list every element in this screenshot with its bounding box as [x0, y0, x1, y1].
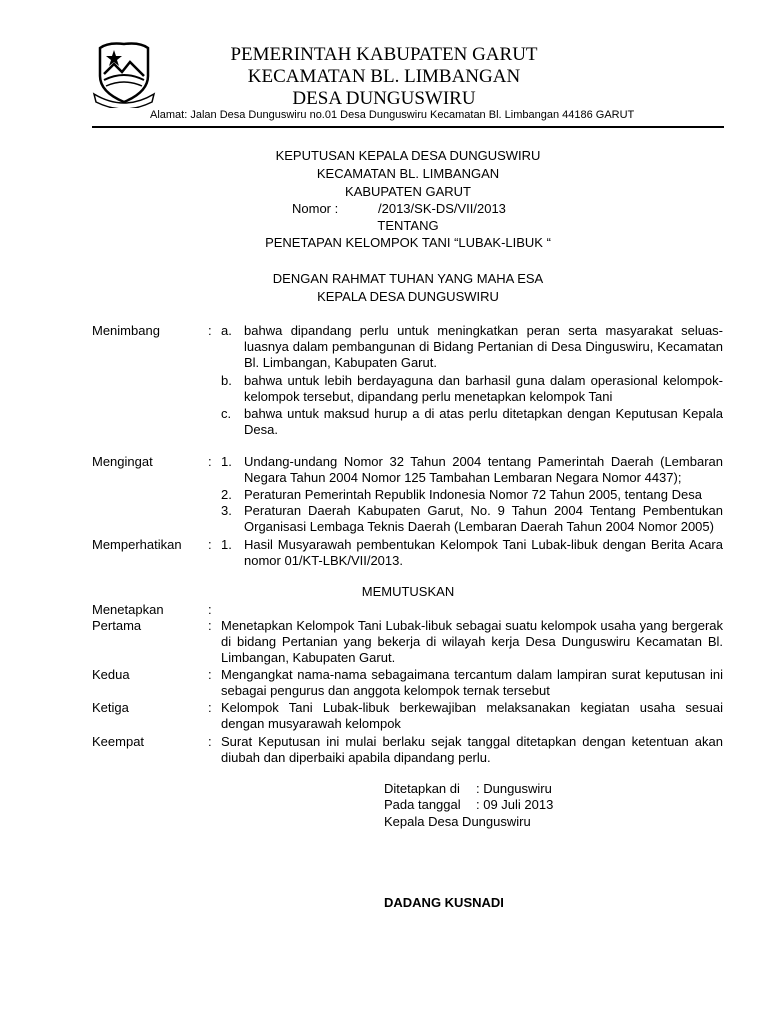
memperhatikan-marker-1: 1.	[221, 537, 232, 552]
letterhead-address: Alamat: Jalan Desa Dunguswiru no.01 Desa Dunguswiru Kecamatan Bl. Limbangan 44186 GARUT	[150, 109, 635, 121]
letterhead-line-1: PEMERINTAH KABUPATEN GARUT	[230, 44, 538, 65]
mengingat-label: Mengingat	[92, 454, 153, 469]
mengingat-colon: :	[208, 454, 212, 469]
menetapkan-label: Menetapkan	[92, 602, 164, 617]
tentang-heading: TENTANG	[377, 218, 439, 233]
decision-text-ketiga: Kelompok Tani Lubak-libuk berkewajiban melaksanakan kegiatan usaha sesuai dengan musyarawah kelompok	[221, 700, 723, 731]
decision-colon-kedua: :	[208, 667, 212, 682]
mengingat-marker-2: 2.	[221, 487, 232, 502]
mengingat-marker-3: 3.	[221, 503, 232, 518]
nomor-label: Nomor :	[292, 201, 339, 216]
tanggal-value: : 09 Juli 2013	[476, 797, 554, 812]
letterhead-line-3: DESA DUNGUSWIRU	[292, 88, 476, 109]
nomor-value: /2013/SK-DS/VII/2013	[378, 201, 506, 216]
letterhead-line-2: KECAMATAN BL. LIMBANGAN	[247, 66, 521, 87]
decision-text-pertama: Menetapkan Kelompok Tani Lubak-libuk sebagai suatu kelompok usaha yang bergerak di bidang Pertanian yang bekerja di wilayah kerja Desa Dunguswiru Kecamatan Bl. Limbangan, Kabupaten Garut.	[221, 618, 723, 665]
decision-colon-keempat: :	[208, 734, 212, 749]
signatory-name: DADANG KUSNADI	[384, 895, 504, 910]
menimbang-marker-c: c.	[221, 406, 232, 421]
mengingat-marker-1: 1.	[221, 454, 232, 469]
menimbang-label: Menimbang	[92, 323, 160, 338]
memperhatikan-colon: :	[208, 537, 212, 552]
title-line-1: KEPUTUSAN KEPALA DESA DUNGUSWIRU	[275, 148, 541, 163]
subject-line: PENETAPAN KELOMPOK TANI “LUBAK-LIBUK “	[265, 235, 551, 250]
menimbang-marker-a: a.	[221, 323, 232, 338]
tanggal-label: Pada tanggal	[384, 797, 461, 812]
memperhatikan-item-1: Hasil Musyarawah pembentukan Kelompok Tani Lubak-libuk dengan Berita Acara nomor 01/KT-LBK/VII/2013.	[244, 537, 723, 568]
menetapkan-colon: :	[208, 602, 212, 617]
ditetapkan-label: Ditetapkan di	[384, 781, 460, 796]
menimbang-item-c: bahwa untuk maksud hurup a di atas perlu ditetapkan dengan Keputusan Kepala Desa.	[244, 406, 723, 437]
menimbang-colon: :	[208, 323, 212, 338]
decision-label-ketiga: Ketiga	[92, 700, 129, 715]
ditetapkan-value: : Dunguswiru	[476, 781, 552, 796]
preamble-line-2: KEPALA DESA DUNGUSWIRU	[317, 289, 499, 304]
memutuskan-heading: MEMUTUSKAN	[361, 584, 455, 599]
menimbang-item-a: bahwa dipandang perlu untuk meningkatkan peran serta masyarakat seluas-luasnya dalam pembangunan di Bidang Pertanian di Desa Dinguswiru, Kecamatan Bl. Limbangan, Kabupaten Garut.	[244, 323, 723, 370]
title-line-2: KECAMATAN BL. LIMBANGAN	[316, 166, 500, 181]
decision-colon-ketiga: :	[208, 700, 212, 715]
menimbang-marker-b: b.	[221, 373, 232, 388]
menimbang-item-b: bahwa untuk lebih berdayaguna dan barhasil guna dalam operasional kelompok-kelompok tersebut, dipandang perlu menetapkan kelompok Tani	[244, 373, 723, 404]
letterhead-divider	[92, 126, 724, 128]
decision-label-keempat: Keempat	[92, 734, 145, 749]
mengingat-item-3: Peraturan Daerah Kabupaten Garut, No. 9 Tahun 2004 Tentang Pembentukan Organisasi Lembaga Teknis Daerah (Lembaran Daerah Tahun 2004 Nomor 2005)	[244, 503, 723, 534]
decision-text-keempat: Surat Keputusan ini mulai berlaku sejak tanggal ditetapkan dengan ketentuan akan diubah dan diperbaiki apabila dipandang perlu.	[221, 734, 723, 765]
mengingat-item-1: Undang-undang Nomor 32 Tahun 2004 tentang Pamerintah Daerah (Lembaran Negara Tahun 2004 Nomor 125 Tambahan Lembaran Negara Nomor 4437);	[244, 454, 723, 485]
memperhatikan-label: Memperhatikan	[92, 537, 182, 552]
preamble-line-1: DENGAN RAHMAT TUHAN YANG MAHA ESA	[272, 271, 544, 286]
signatory-title: Kepala Desa Dunguswiru	[384, 814, 531, 829]
title-line-3: KABUPATEN GARUT	[345, 184, 471, 199]
mengingat-item-2: Peraturan Pemerintah Republik Indonesia Nomor 72 Tahun 2005, tentang Desa	[244, 487, 702, 502]
decision-label-kedua: Kedua	[92, 667, 130, 682]
decision-text-kedua: Mengangkat nama-nama sebagaimana tercantum dalam lampiran surat keputusan ini sebagai pengurus dan anggota kelompok ternak tersebut	[221, 667, 723, 698]
decision-label-pertama: Pertama	[92, 618, 142, 633]
decision-colon-pertama: :	[208, 618, 212, 633]
